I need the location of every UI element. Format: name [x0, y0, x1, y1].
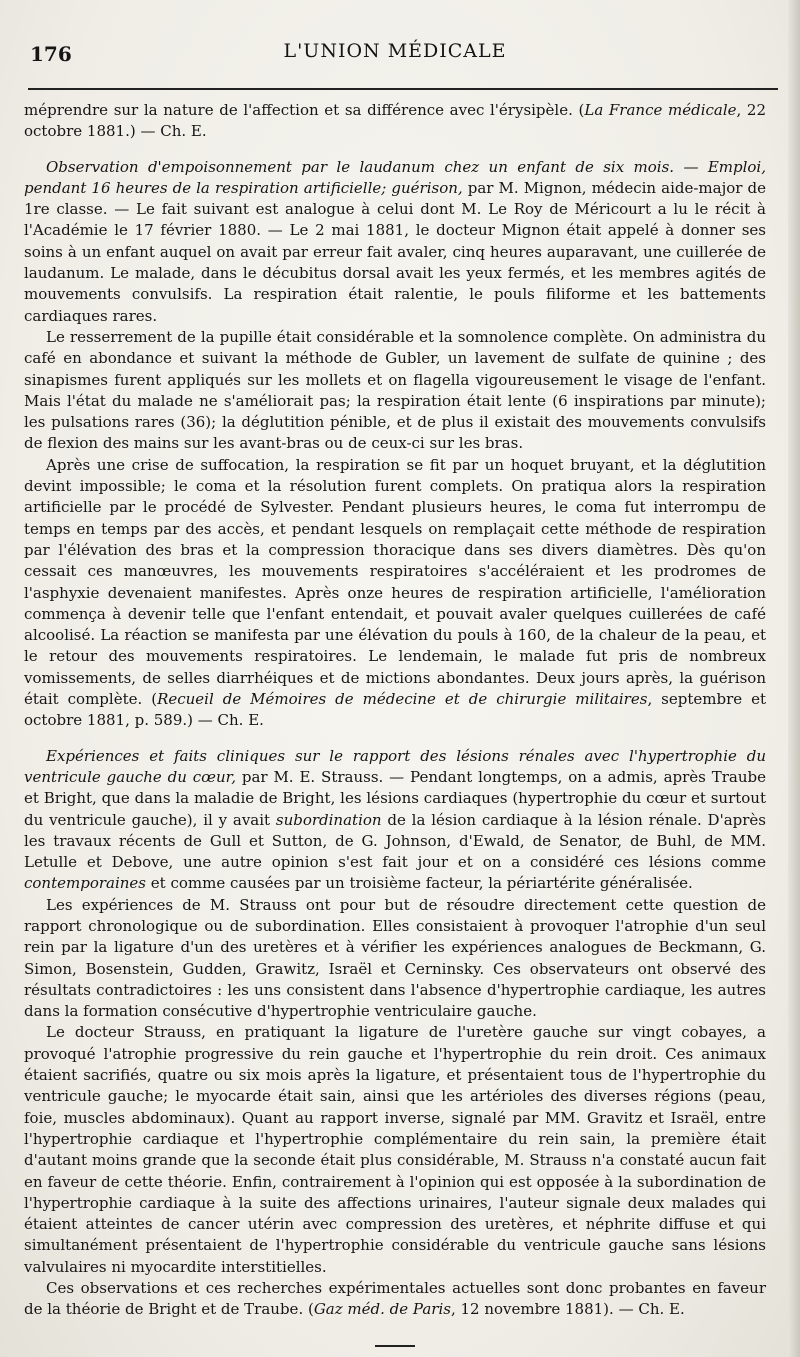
header-rule	[28, 88, 778, 90]
italic-text: La France médicale	[584, 101, 737, 119]
paragraph	[24, 1278, 766, 1321]
text-run: Après une crise de suffocation, la respiration se fit par un hoquet bruyant, et la déglutition devint impossible; le coma et la résolution furent complets. On pratiqua alors la respiration artificielle par le procédé de Sylvester. Pendant plusieurs heures, le coma fut interrompu de temps en temps par des accès, et pendant lesquels on remplaçait cette méthode de respiration par l'élévation des bras et la compression thoracique dans ses divers diamètres. Dès qu'on cessait ces manœuvres, les mouvements respiratoires s'accéléraient et les prodromes de l'asphyxie devenaient manifestes. Après onze heures de respiration artificielle, l'amélioration commença à devenir telle que l'enfant entendait, et pouvait avaler quelques cuillerées de café alcoolisé. La réaction se manifesta par une élévation du pouls à 160, de la chaleur de la peau, et le retour des mouvements respiratoires. Le lendemain, le malade fut pris de nombreux vomissements, de selles diarrhéiques et de mictions abondantes. Deux jours après, la guérison était complète. (	[24, 455, 766, 709]
page-header	[24, 36, 766, 66]
text-run: Le resserrement de la pupille était considérable et la somnolence complète. On administra du café en abondance et suivant la méthode de Gubler, un lavement de sulfate de quinine ; des sinapismes furent appliqués sur les mollets et on flagella vigoureusement le visage de l'enfant. Mais l'état du malade ne s'améliorait pas; la respiration était lente (6 inspirations par minute); les pulsations rares (36); la déglutition pénible, et de plus il existait des mouvements convulsifs de flexion des mains sur les avant-bras ou de ceux-ci sur les bras.	[24, 327, 766, 453]
journal-title: L'UNION MÉDICALE	[283, 40, 507, 62]
paragraph	[24, 1022, 766, 1278]
text-run: Les expériences de M. Strauss ont pour but de résoudre directement cette question de rapport chronologique ou de subordination. Elles consistaient à provoquer l'atrophie d'un seul rein par la ligature d'un des uretères et à vérifier les expériences analogues de Beckmann, G. Simon, Bosenstein, Gudden, Grawitz, Israël et Cerninsky. Ces observateurs ont observé des résultats contradictoires : les uns consistent dans l'absence d'hypertrophie cardiaque, les autres dans la formation consécutive d'hypertrophie ventriculaire gauche.	[24, 895, 766, 1021]
text-run: de la lésion cardiaque à la lésion rénale. D'après les travaux récents de Gull et Sutton, de G. Johnson, d'Ewald, de Senator, de Buhl, de MM. Letulle et Debove, une autre opinion s'est fait jour et on a considéré ces lésions comme	[24, 810, 766, 872]
paragraph-gap	[24, 732, 766, 746]
paragraph	[24, 100, 766, 143]
text-run: et comme causées par un troisième facteur, la périartérite généralisée.	[146, 874, 693, 893]
text-run: Le docteur Strauss, en pratiquant la ligature de l'uretère gauche sur vingt cobayes, a provoqué l'atrophie progressive du rein gauche et l'hypertrophie du rein droit. Ces animaux étaient sacrifiés, quatre ou six mois après la ligature, et présentaient tous de l'hypertrophie du ventricule gauche; le myocarde était sain, ainsi que les artérioles des diverses régions (peau, foie, muscles abdominaux). Quant au rapport inverse, signalé par MM. Gravitz et Israël, entre l'hypertrophie cardiaque et l'hypertrophie complémentaire du rein sain, la première était d'autant moins grande que la seconde était plus considérable, M. Strauss n'a constaté aucun fait en faveur de cette théorie. Enfin, contrairement à l'opinion qui est opposée à la subordination de l'hypertrophie cardiaque à la suite des affections urinaires, l'auteur signale deux malades qui étaient atteintes de cancer utérin avec compression des uretères, et néphrite diffuse et qui simultanément présentaient de l'hypertrophie considérable du ventricule gauche sans lésions valvulaires ni myocardite interstitielles.	[24, 1023, 766, 1276]
italic-text: Recueil de Mémoires de médecine et de chirurgie militaires	[157, 690, 648, 709]
paragraph	[24, 327, 766, 455]
text-run: , septembre et octobre 1881, p. 589.) — Ch. E.	[24, 690, 766, 730]
paragraph	[24, 746, 766, 895]
italic-text: Expériences et faits cliniques sur le rapport des lésions rénales avec l'hypertrophie du ventricule gauche du cœur,	[24, 746, 766, 786]
italic-text: Gaz méd. de Paris	[313, 1300, 451, 1319]
text-run: par M. Mignon, médecin aide-major de 1re classe. — Le fait suivant est analogue à celui dont M. Le Roy de Méricourt a lu le récit à l'Académie le 17 février 1880. — Le 2 mai 1881, le docteur Mignon était appelé à donner ses soins à un enfant auquel on avait par erreur fait avaler, cinq heures auparavant, une cuillerée de laudanum. Le malade, dans le décubitus dorsal avait les yeux fermés, et les membres agités de mouvements convulsifs. La respiration était ralentie, le pouls filiforme et les battements cardiaques rares.	[24, 178, 766, 325]
text-run: par M. E. Strauss. — Pendant longtemps, on a admis, après Traube et Bright, que dans la maladie de Bright, les lésions cardiaques (hypertrophie du cœur et surtout du ventricule gauche), il y avait	[24, 767, 766, 829]
paragraph	[24, 157, 766, 327]
text-run: , 22 octobre 1881.) — Ch. E.	[24, 101, 767, 141]
text-run: méprendre sur la nature de l'affection et sa différence avec l'érysipèle. (	[24, 101, 585, 119]
page-number: 176	[30, 42, 72, 66]
text-run: , 12 novembre 1881). — Ch. E.	[450, 1300, 685, 1319]
paragraph	[24, 455, 766, 732]
paragraph-gap	[24, 143, 766, 157]
article-body	[24, 100, 766, 1321]
page-edge-shadow	[788, 0, 800, 1357]
italic-text: contemporaines	[24, 874, 146, 893]
end-rule	[375, 1345, 415, 1347]
paragraph	[24, 895, 766, 1023]
italic-text: Observation d'empoisonnement par le laudanum chez un enfant de six mois. — Emploi, pendant 16 heures de la respiration artificielle; guérison,	[24, 157, 766, 197]
italic-text: subordination	[275, 810, 382, 829]
text-run: Ces observations et ces recherches expérimentales actuelles sont donc probantes en faveur de la théorie de Bright et de Traube. (	[24, 1279, 766, 1319]
